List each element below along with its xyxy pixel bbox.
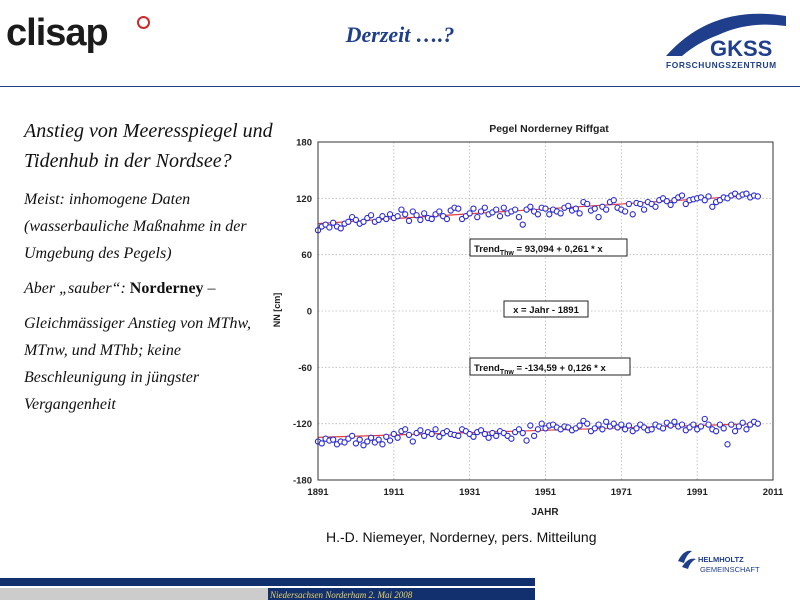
- helmholtz-logo-icon: [678, 551, 696, 569]
- para-norderney-prefix: Aber „sauber“:: [24, 280, 130, 297]
- heading-question: Anstieg von Meeresspiegel und Tidenhub in der Nordsee?: [24, 120, 273, 172]
- data-point-thw: [327, 225, 332, 230]
- chart-xtick-label: 1931: [459, 487, 481, 498]
- helmholtz-line2: GEMEINSCHAFT: [700, 565, 760, 574]
- chart-ytick-label: 120: [296, 193, 312, 205]
- data-point-thw: [573, 206, 578, 211]
- data-point-thw: [668, 202, 673, 207]
- data-point-tnw: [698, 424, 703, 429]
- trend-thw-prefix: Trend: [474, 244, 500, 255]
- footer-text: Niedersachsen Norderham 2. Mai 2008: [270, 590, 413, 600]
- data-point-tnw: [585, 421, 590, 426]
- data-point-tnw: [368, 435, 373, 440]
- para-norderney-suffix: –: [203, 280, 216, 297]
- para-inhomogeneous: Meist: inhomogene Daten (wasserbauliche Maßnahme in der Umgebung des Pegels): [24, 191, 247, 262]
- x-definition-text: x = Jahr - 1891: [513, 305, 579, 316]
- data-point-thw: [403, 212, 408, 217]
- data-point-tnw: [524, 438, 529, 443]
- para-norderney-bold: Norderney: [129, 280, 204, 297]
- data-point-tnw: [721, 426, 726, 431]
- data-point-tnw: [604, 419, 609, 424]
- chart-ytick-label: -180: [292, 475, 312, 487]
- data-point-tnw: [357, 437, 362, 442]
- clisap-logo-text: clisap: [6, 12, 108, 54]
- data-point-tnw: [380, 442, 385, 447]
- data-point-tnw: [729, 422, 734, 427]
- data-point-thw: [710, 204, 715, 209]
- data-point-thw: [706, 194, 711, 199]
- chart-ytick-label: -120: [292, 419, 312, 431]
- data-point-thw: [338, 226, 343, 231]
- data-point-thw: [368, 213, 373, 218]
- data-point-thw: [497, 214, 502, 219]
- data-point-tnw: [433, 427, 438, 432]
- trend-tnw-box: [470, 358, 630, 376]
- header-divider: [0, 86, 800, 87]
- data-point-thw: [501, 205, 506, 210]
- x-definition-box: [504, 301, 588, 317]
- data-point-thw: [638, 201, 643, 206]
- chart-xlabel: JAHR: [531, 507, 559, 518]
- chart-xtick-label: 1971: [610, 487, 632, 498]
- para-conclusion: Gleichmässiger Anstieg von MThw, MTnw, und MThb; keine Beschleunigung in jüngster Vergangenheit: [24, 315, 251, 413]
- chart-xtick-label: 2011: [762, 487, 784, 498]
- data-point-tnw: [319, 441, 324, 446]
- data-point-tnw: [406, 432, 411, 437]
- data-point-thw: [755, 194, 760, 199]
- data-point-thw: [535, 212, 540, 217]
- data-point-tnw: [331, 437, 336, 442]
- data-point-thw: [528, 204, 533, 209]
- data-point-thw: [444, 216, 449, 221]
- data-point-tnw: [619, 422, 624, 427]
- data-point-thw: [395, 214, 400, 219]
- data-point-tnw: [387, 438, 392, 443]
- data-point-thw: [475, 215, 480, 220]
- data-point-tnw: [732, 429, 737, 434]
- gkss-logo-text: GKSS: [710, 36, 773, 61]
- data-point-tnw: [714, 429, 719, 434]
- chart-ylabel: NN [cm]: [272, 292, 282, 328]
- para-norderney: [24, 275, 279, 302]
- data-point-tnw: [706, 422, 711, 427]
- data-point-tnw: [350, 433, 355, 438]
- chart-ytick-label: -60: [298, 362, 312, 374]
- data-point-thw: [679, 193, 684, 198]
- data-point-tnw: [403, 427, 408, 432]
- data-point-tnw: [725, 442, 730, 447]
- helmholtz-logo: [676, 547, 786, 577]
- data-point-thw: [422, 211, 427, 216]
- data-point-tnw: [679, 422, 684, 427]
- left-text-panel: [24, 116, 279, 426]
- data-point-thw: [611, 198, 616, 203]
- trend-tnw-rest: = -134,59 + 0,126 * x: [513, 363, 606, 374]
- data-point-tnw: [528, 423, 533, 428]
- data-point-thw: [456, 206, 461, 211]
- data-point-thw: [482, 205, 487, 210]
- chart-xtick-label: 1951: [534, 487, 557, 498]
- data-point-thw: [653, 204, 658, 209]
- gkss-logo-subtext: FORSCHUNGSZENTRUM: [666, 60, 777, 70]
- data-point-tnw: [535, 427, 540, 432]
- data-point-thw: [429, 216, 434, 221]
- data-point-thw: [604, 207, 609, 212]
- data-point-tnw: [494, 433, 499, 438]
- data-point-tnw: [702, 416, 707, 421]
- data-point-thw: [406, 218, 411, 223]
- data-point-tnw: [744, 427, 749, 432]
- trend-thw-rest: = 93,094 + 0,261 * x: [513, 244, 603, 255]
- data-point-thw: [566, 203, 571, 208]
- data-point-thw: [592, 206, 597, 211]
- data-point-thw: [418, 217, 423, 222]
- data-point-thw: [543, 206, 548, 211]
- data-point-thw: [516, 215, 521, 220]
- data-point-tnw: [660, 426, 665, 431]
- data-point-tnw: [520, 430, 525, 435]
- chart-xtick-label: 1911: [383, 487, 405, 498]
- trend-tnw-prefix: Trend: [474, 363, 500, 374]
- data-point-tnw: [691, 422, 696, 427]
- data-point-thw: [384, 216, 389, 221]
- data-point-thw: [630, 212, 635, 217]
- data-point-thw: [399, 207, 404, 212]
- data-point-tnw: [755, 421, 760, 426]
- data-point-thw: [414, 213, 419, 218]
- data-point-tnw: [471, 434, 476, 439]
- data-point-thw: [346, 219, 351, 224]
- data-point-tnw: [395, 435, 400, 440]
- data-point-thw: [471, 206, 476, 211]
- data-point-tnw: [672, 419, 677, 424]
- data-point-tnw: [740, 420, 745, 425]
- helmholtz-line1: HELMHOLTZ: [698, 555, 744, 564]
- data-point-thw: [467, 211, 472, 216]
- data-point-tnw: [577, 423, 582, 428]
- data-point-tnw: [649, 427, 654, 432]
- data-point-thw: [437, 209, 442, 214]
- trend-tnw-sub: Tnw: [499, 369, 514, 376]
- citation: H.-D. Niemeyer, Norderney, pers. Mitteilung: [326, 529, 597, 545]
- data-point-thw: [558, 211, 563, 216]
- data-point-tnw: [456, 433, 461, 438]
- data-point-tnw: [429, 431, 434, 436]
- tide-gauge-chart: [268, 112, 790, 524]
- trend-thw-box: [470, 239, 627, 257]
- data-point-tnw: [486, 435, 491, 440]
- chart-title: Pegel Norderney Riffgat: [489, 123, 609, 135]
- slide-title: Derzeit ….?: [345, 22, 455, 47]
- chart-xtick-label: 1991: [686, 487, 708, 498]
- data-point-thw: [520, 222, 525, 227]
- data-point-tnw: [509, 436, 514, 441]
- data-point-tnw: [376, 437, 381, 442]
- data-point-thw: [623, 209, 628, 214]
- data-point-thw: [577, 211, 582, 216]
- chart-ytick-label: 0: [306, 306, 312, 318]
- footer-bar: [0, 578, 800, 600]
- chart-xtick-label: 1891: [307, 487, 329, 498]
- chart-ytick-label: 60: [301, 250, 312, 262]
- data-point-tnw: [418, 428, 423, 433]
- data-point-tnw: [532, 433, 537, 438]
- data-point-thw: [596, 215, 601, 220]
- data-point-thw: [626, 201, 631, 206]
- data-point-tnw: [600, 427, 605, 432]
- data-point-tnw: [410, 439, 415, 444]
- data-point-tnw: [626, 423, 631, 428]
- chart-ytick-label: 180: [296, 137, 312, 149]
- gkss-logo: [662, 10, 792, 72]
- data-point-thw: [547, 212, 552, 217]
- data-point-thw: [513, 207, 518, 212]
- data-point-thw: [641, 207, 646, 212]
- trend-thw-sub: Thw: [499, 250, 514, 257]
- data-point-tnw: [539, 421, 544, 426]
- data-point-thw: [585, 201, 590, 206]
- data-point-tnw: [596, 422, 601, 427]
- data-point-thw: [494, 207, 499, 212]
